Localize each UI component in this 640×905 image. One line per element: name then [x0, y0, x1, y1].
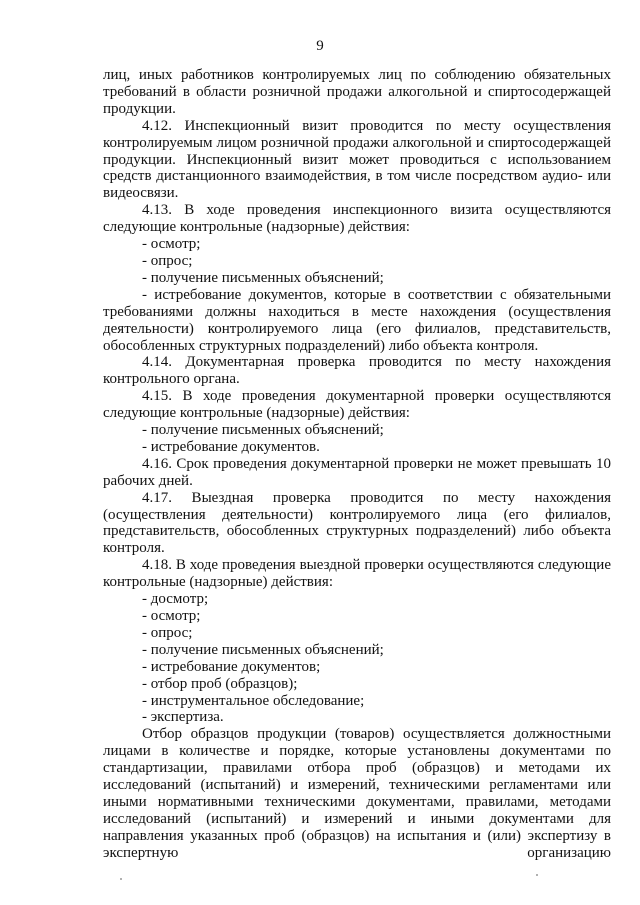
- list-item: - получение письменных объяснений;: [142, 641, 384, 658]
- paragraph-sampling: Отбор образцов продукции (товаров) осуществляется должностными лицами в количестве и порядке, которые установлены документами по стандартизации, правилами отбора проб (образцов) и методами их исследований (испытаний) и измерений, техническими регламентами или иными нормативными техническими документами, правилами, методами исследований (испытаний) и измерений и иными документами для направления указанных проб (образцов) на испытания и (или) экспертизу в экспертную организацию: [103, 726, 611, 861]
- list-item: - получение письменных объяснений;: [142, 269, 384, 286]
- paragraph-continuation: лиц, иных работников контролируемых лиц по соблюдению обязательных требований в области розничной продажи алкогольной и спиртосодержащей продукции.: [103, 67, 611, 117]
- list-item: - истребование документов;: [142, 658, 321, 675]
- paragraph-4-15: 4.15. В ходе проведения документарной проверки осуществляются следующие контрольные (надзорные) действия:: [103, 388, 611, 422]
- list-item: - опрос;: [142, 624, 193, 641]
- paragraph-4-12: 4.12. Инспекционный визит проводится по месту осуществления контролируемым лицом розничной продажи алкогольной и спиртосодержащей продукции. Инспекционный визит может проводиться с использованием средств дистанционного взаимодействия, в том числе посредством аудио- или видеосвязи.: [103, 117, 611, 202]
- paragraph-4-18: 4.18. В ходе проведения выездной проверки осуществляются следующие контрольные (надзорные) действия:: [103, 557, 611, 591]
- list-item: - получение письменных объяснений;: [142, 422, 384, 439]
- list-item: - осмотр;: [142, 236, 201, 253]
- paragraph-4-14: 4.14. Документарная проверка проводится по месту нахождения контрольного органа.: [103, 354, 611, 388]
- paragraph-4-13: 4.13. В ходе проведения инспекционного визита осуществляются следующие контрольные (надзорные) действия:: [103, 202, 611, 236]
- list-item: - истребование документов.: [142, 438, 320, 455]
- page-number: 9: [316, 38, 324, 54]
- list-item: - экспертиза.: [142, 709, 224, 726]
- list-item: - досмотр;: [142, 591, 209, 608]
- list-item: - опрос;: [142, 252, 193, 269]
- list-item: - осмотр;: [142, 608, 201, 624]
- paragraph-4-17: 4.17. Выездная проверка проводится по месту нахождения (осуществления деятельности) контролируемого лица (его филиалов, представительств, обособленных структурных подразделений) либо объекта контроля.: [103, 489, 611, 557]
- paragraph-4-16: 4.16. Срок проведения документарной проверки не может превышать 10 рабочих дней.: [103, 455, 611, 489]
- document-body: [103, 67, 611, 862]
- list-item: - истребование документов, которые в соответствии с обязательными требованиями должны находиться в месте нахождения (осуществления деятельности) контролируемого лица (его филиалов, представительств, обособленных структурных подразделений) либо объекта контроля.: [103, 286, 611, 354]
- list-item: - инструментальное обследование;: [142, 692, 365, 709]
- scan-speck: [120, 878, 122, 880]
- scan-speck: [536, 874, 538, 876]
- list-item: - отбор проб (образцов);: [142, 675, 298, 692]
